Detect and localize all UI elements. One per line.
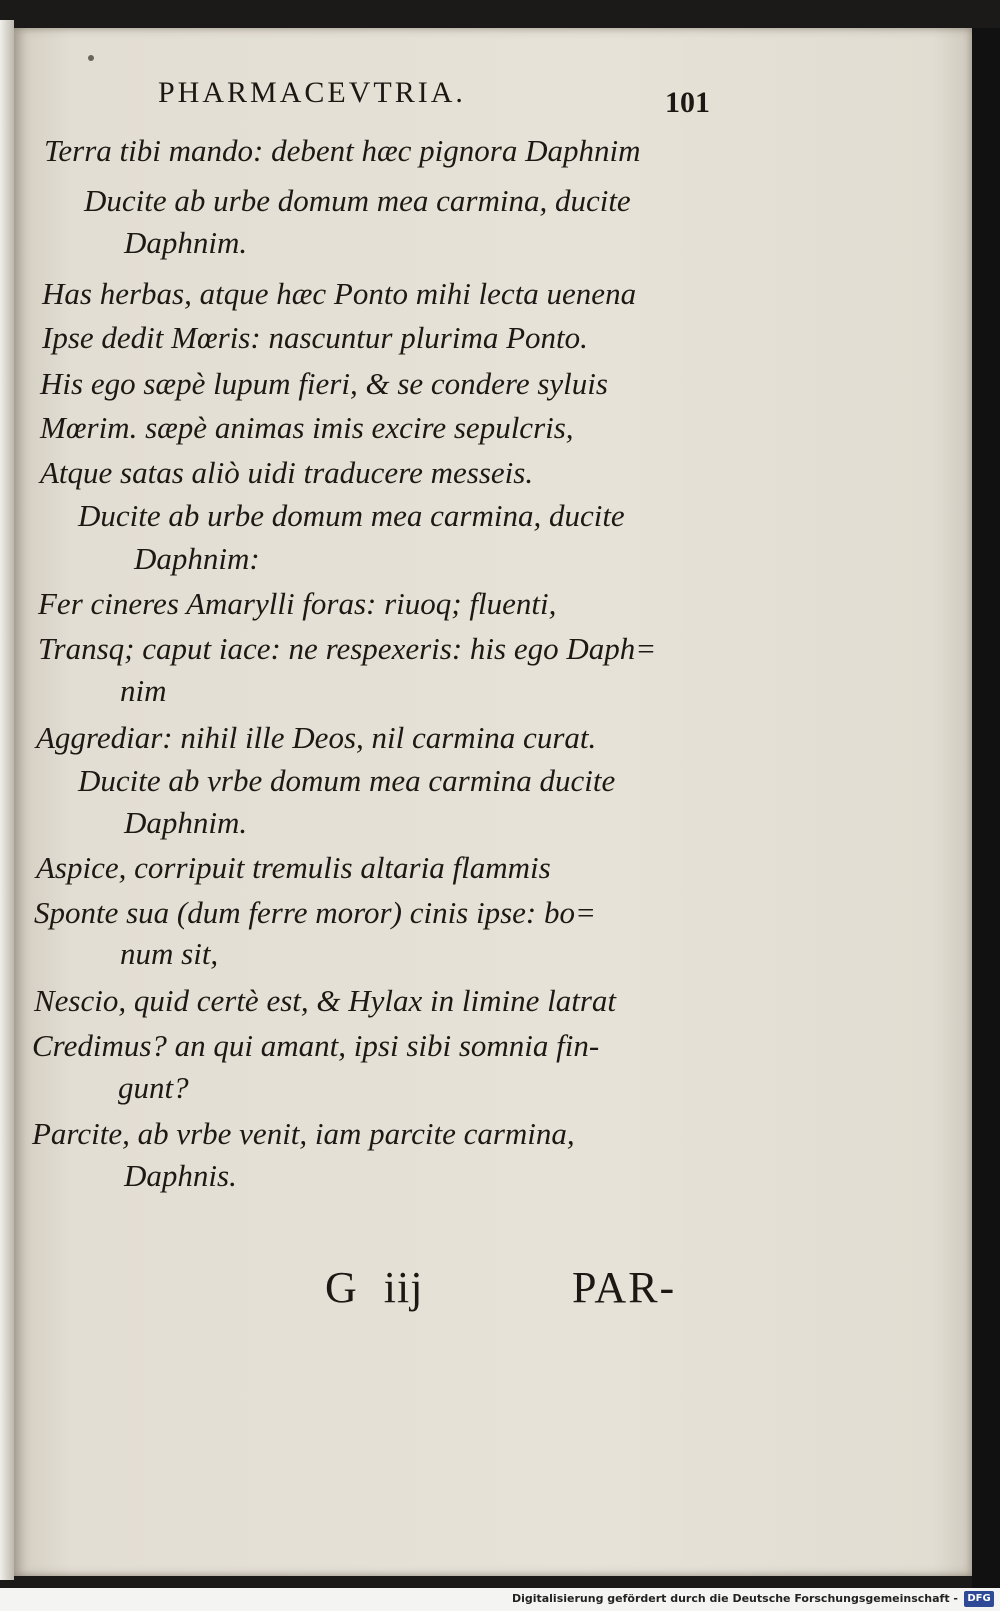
verse-line: Ducite ab urbe domum mea carmina, ducite: [78, 498, 625, 533]
page-number: 101: [665, 86, 710, 119]
digitization-footer: [0, 1588, 1000, 1611]
footer-credit: Digitalisierung gefördert durch die Deutsche Forschungsgemeinschaft -: [511, 1592, 958, 1605]
verse-line: Atque satas aliò uidi traducere messeis.: [40, 455, 534, 490]
verse-line: Daphnim.: [124, 225, 248, 260]
verse-line: Fer cineres Amarylli foras: riuoq; fluenti,: [38, 586, 557, 621]
book-page: [14, 28, 972, 1576]
verse-line: Daphnis.: [124, 1158, 237, 1193]
signature-mark: [325, 1262, 423, 1313]
verse-line: nim: [120, 673, 167, 708]
verse-line: Terra tibi mando: debent hæc pignora Daphnim: [44, 133, 641, 168]
verse-line: Transq; caput iace: ne respexeris: his ego Daph=: [38, 631, 657, 666]
verse-line: Parcite, ab vrbe venit, iam parcite carmina,: [32, 1116, 575, 1151]
verse-line: Daphnim.: [124, 805, 248, 840]
verse-line: Sponte sua (dum ferre moror) cinis ipse: bo=: [34, 895, 596, 930]
verse-line: Ipse dedit Mœris: nascuntur plurima Ponto.: [42, 320, 588, 355]
verse-line: Daphnim:: [134, 541, 260, 576]
signature-letter: G: [325, 1263, 358, 1312]
verse-line: gunt?: [118, 1070, 189, 1105]
verse-line: Mœrim. sæpè animas imis excire sepulcris,: [40, 410, 574, 445]
verse-line: Ducite ab urbe domum mea carmina, ducite: [84, 183, 631, 218]
verse-line: Aspice, corripuit tremulis altaria flammis: [36, 850, 551, 885]
verse-line: num sit,: [120, 936, 219, 971]
catchword: PAR-: [572, 1263, 677, 1312]
ink-fleck: [88, 55, 94, 61]
verse-line: Aggrediar: nihil ille Deos, nil carmina curat.: [36, 720, 597, 755]
running-head: PHARMACEVTRIA.: [158, 76, 466, 109]
page-edge-left: [0, 20, 14, 1580]
signature-numeral: iij: [383, 1263, 424, 1312]
verse-line: Credimus? an qui amant, ipsi sibi somnia fin-: [32, 1028, 600, 1063]
verse-line: Has herbas, atque hæc Ponto mihi lecta uenena: [42, 276, 637, 311]
page-edge-right: [972, 28, 1000, 1588]
verse-line: His ego sæpè lupum fieri, & se condere syluis: [40, 366, 608, 401]
verse-line: Ducite ab vrbe domum mea carmina ducite: [78, 763, 616, 798]
dfg-logo: DFG: [964, 1591, 994, 1607]
verse-line: Nescio, quid certè est, & Hylax in limine latrat: [34, 983, 617, 1018]
